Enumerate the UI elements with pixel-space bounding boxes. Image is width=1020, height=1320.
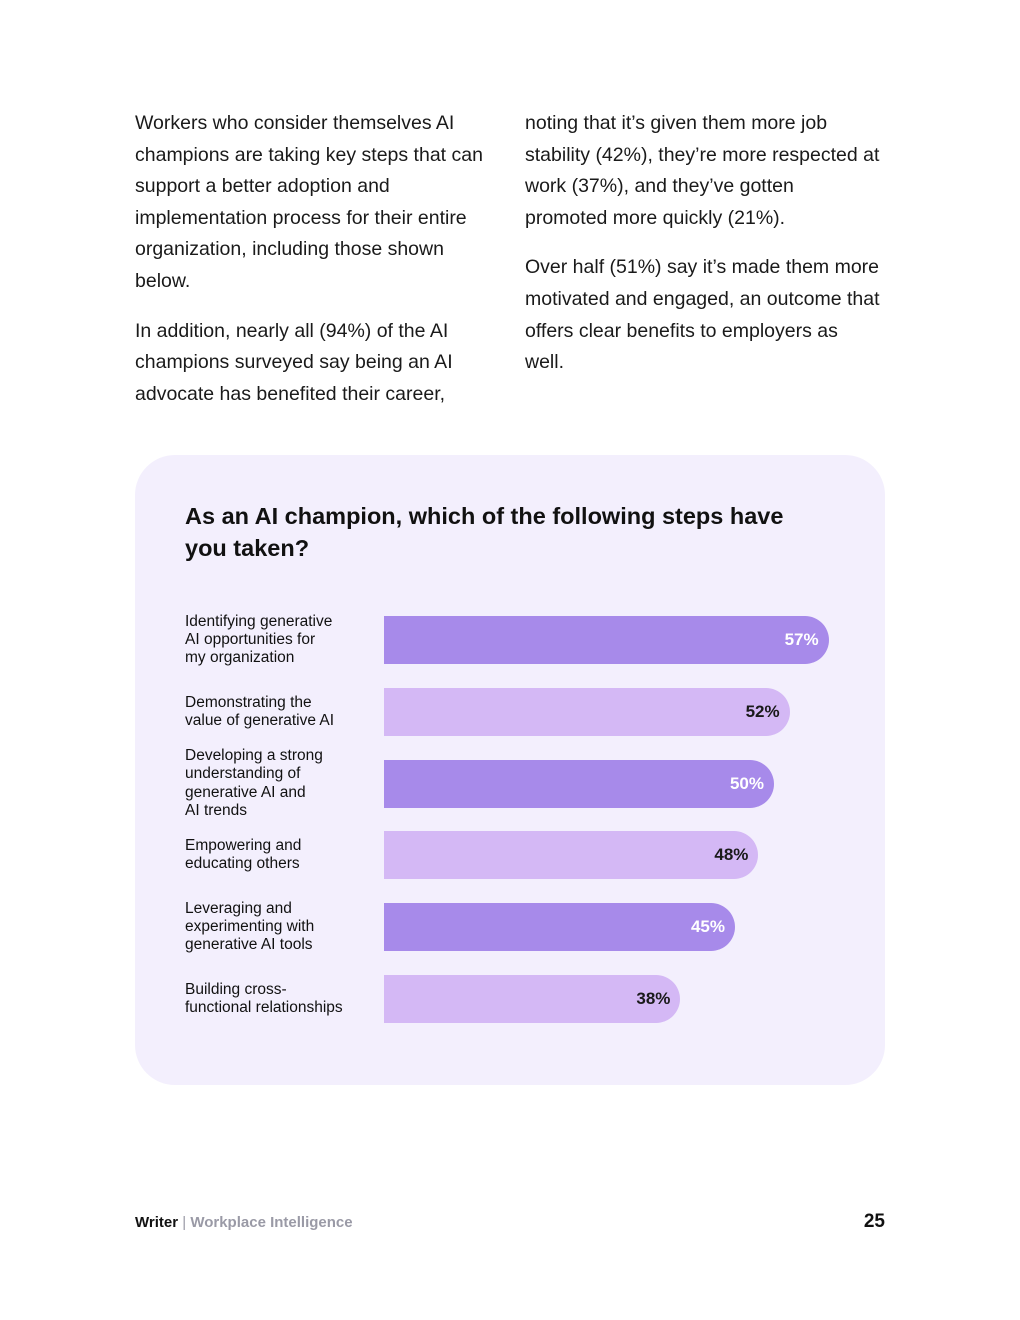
footer	[135, 1214, 353, 1231]
bar-category-label-line: generative AI and	[185, 783, 306, 801]
bar-category-label	[185, 747, 385, 820]
bar	[384, 616, 829, 664]
bar-category-label-line: AI trends	[185, 801, 248, 819]
bar-category-label-line: Leveraging and	[185, 899, 292, 917]
bar-category-label-line: Demonstrating the	[185, 693, 312, 711]
bar	[384, 831, 758, 879]
bar-category-label-line: Empowering and	[185, 837, 302, 855]
bar-value-label: 48%	[714, 845, 749, 865]
bar	[384, 975, 680, 1023]
page-number: 25	[863, 1211, 885, 1232]
paragraph: Workers who consider themselves AI champions are taking key steps that can support a better adoption and implementation process for their entire organization, including those shown below.	[135, 112, 483, 292]
bar-value-label: 57%	[784, 630, 819, 649]
bar-category-label	[185, 837, 385, 874]
body-column-right	[525, 108, 880, 397]
paragraph: noting that it’s given them more job stability (42%), they’re more respected at work (37%), and they’ve gotten promoted more quickly (21%).	[525, 112, 880, 229]
body-column-left	[135, 108, 490, 428]
bar-category-label-line: value of generative AI	[185, 711, 335, 729]
bar-category-label-line: my organization	[185, 649, 295, 667]
bar-category-label-line: functional relationships	[185, 998, 343, 1016]
footer-subtitle: Workplace Intelligence	[190, 1214, 353, 1231]
chart-title: As an AI champion, which of the following steps have you taken?	[185, 503, 784, 561]
paragraph: Over half (51%) say it’s made them more motivated and engaged, an outcome that offers clear benefits to employers as well.	[525, 256, 880, 374]
bar-category-label-line: AI opportunities for	[185, 630, 316, 648]
bar-category-label	[185, 981, 385, 1018]
bar-category-label-line: Building cross-	[185, 980, 287, 998]
bar-category-label	[185, 694, 385, 731]
bar-value-label: 50%	[729, 773, 764, 793]
bar-category-label-line: generative AI tools	[185, 936, 313, 954]
bar-category-label-line: Identifying generative	[185, 612, 333, 630]
bar-chart	[135, 455, 885, 1085]
bar-category-label-line: experimenting with	[185, 918, 315, 936]
bar-category-label-line: educating others	[185, 855, 300, 873]
footer-brand: Writer	[135, 1214, 179, 1231]
bar	[384, 903, 735, 951]
bar-category-label-line: understanding of	[185, 765, 301, 783]
bar-category-label	[185, 900, 385, 955]
paragraph: In addition, nearly all (94%) of the AI champions surveyed say being an AI advocate has benefited their career,	[135, 319, 453, 405]
footer-separator: |	[182, 1214, 187, 1231]
bar	[384, 688, 790, 736]
chart-card	[135, 455, 885, 1085]
bar	[384, 760, 774, 808]
bar-category-label-line: Developing a strong	[185, 747, 323, 764]
bar-value-label: 52%	[745, 701, 780, 721]
bar-value-label: 45%	[690, 917, 725, 937]
bar-value-label: 38%	[636, 989, 671, 1008]
bar-category-label	[185, 613, 385, 668]
